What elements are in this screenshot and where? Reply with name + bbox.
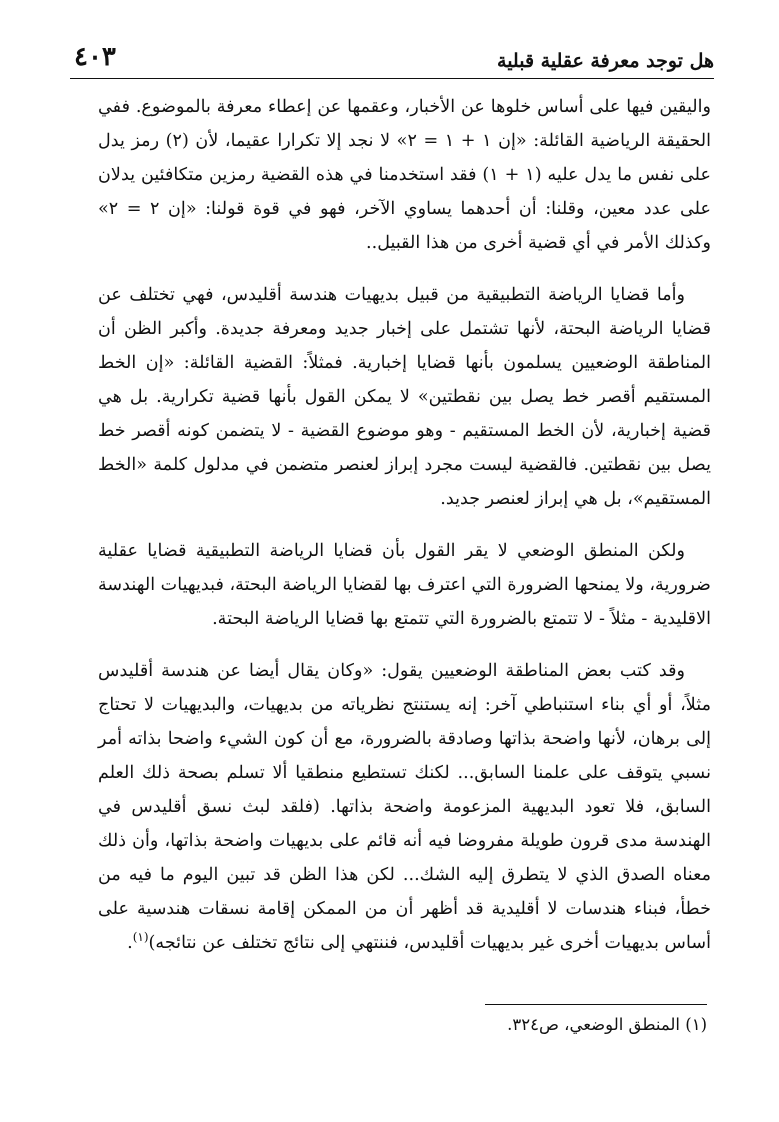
paragraph-2: وأما قضايا الرياضة التطبيقية من قبيل بديهيات هندسة أقليدس، فهي تختلف عن قضايا الرياضة البحتة، لأنها تشتمل على إخبار جديد ومعرفة جديدة. وأكبر الظن أن المناطقة الوضعيين يسلمون بأنها قضايا إخبارية. فمثلاً: القضية القائلة: «إن الخط المستقيم أقصر خط يصل بين نقطتين» لا يمكن القول بأنها قضية تكرارية. بل هي قضية إخبارية، لأن الخط المستقيم - وهو موضوع القضية - لا يتضمن كونه أقصر خط يصل بين نقطتين. فالقضية ليست مجرد إبراز لعنصر متضمن في مدلول كلمة «الخط المستقيم»، بل هي إبراز لعنصر جديد. bbox=[98, 285, 711, 509]
paragraph-3: ولكن المنطق الوضعي لا يقر القول بأن قضايا الرياضة التطبيقية قضايا عقلية ضرورية، ولا يمنحها الضرورة التي اعترف بها لقضايا الرياضة البحتة، فبديهيات الهندسة الاقليدية - مثلاً - لا تتمتع بالضرورة التي تتمتع بها قضايا الرياضة البحتة. bbox=[98, 541, 711, 629]
paragraph-1: واليقين فيها على أساس خلوها عن الأخبار، وعقمها عن إعطاء معرفة بالموضوع. ففي الحقيقة الرياضية القائلة: «إن ١ + ١ = ٢» لا نجد إلا تكرارا عقيما، لأن (٢) رمز يدل على نفس ما يدل عليه (١ + ١) فقد استخدمنا في هذه القضية رمزين متكافئين يدلان على عدد معين، وقلنا: أن أحدهما يساوي الآخر، فهو في قوة قولنا: «إن ٢ = ٢» وكذلك الأمر في أي قضية أخرى من هذا القبيل.. bbox=[98, 97, 712, 253]
footnote-reference-marker[interactable]: (١) bbox=[132, 930, 149, 945]
body-text bbox=[98, 90, 711, 978]
chapter-title: هل توجد معرفة عقلية قبلية bbox=[497, 50, 714, 72]
paragraph-4 bbox=[98, 654, 711, 960]
paragraph-4-text: وقد كتب بعض المناطقة الوضعيين يقول: «وكان يقال أيضا عن هندسة أقليدس مثلاً، أو أي بناء استنباطي آخر: إنه يستنتج نظرياته من بديهيات، والبديهيات لا تحتاج إلى برهان، لأنها واضحة بذاتها وصادقة بالضرورة، مع أن كون الشيء واضحا بذاته أمر نسبي يتوقف على علمنا السابق... لكنك تستطيع منطقيا ألا تسلم بصحة ذلك العلم السابق، فلا تعود البديهية المزعومة واضحة بذاتها. (فلقد لبث نسق أقليدس في الهندسة مدى قرون طويلة مفروضا فيه أنه قائم على بديهيات واضحة بذاتها، وأن ذلك معناه الصدق الذي لا يتطرق إليه الشك... لكن هذا الظن قد تبين اليوم ما فيه من خطأ، فبناء هندسات لا أقليدية قد أظهر أن من الممكن إقامة نسقات هندسية على أساس بديهيات أخرى غير بديهيات أقليدس، فننتهي إلى نتائج تختلف عن نتائجه) bbox=[98, 661, 711, 953]
footnote-divider bbox=[485, 1004, 707, 1005]
running-header bbox=[70, 38, 714, 79]
page-number: ٤٠٣ bbox=[74, 42, 116, 72]
paragraph-4-closing-period: . bbox=[127, 933, 133, 953]
footnote-text: المنطق الوضعي، ص٣٢٤. bbox=[507, 1015, 680, 1034]
footnote-1 bbox=[87, 1012, 707, 1038]
footnote-number: (١) bbox=[685, 1015, 707, 1034]
